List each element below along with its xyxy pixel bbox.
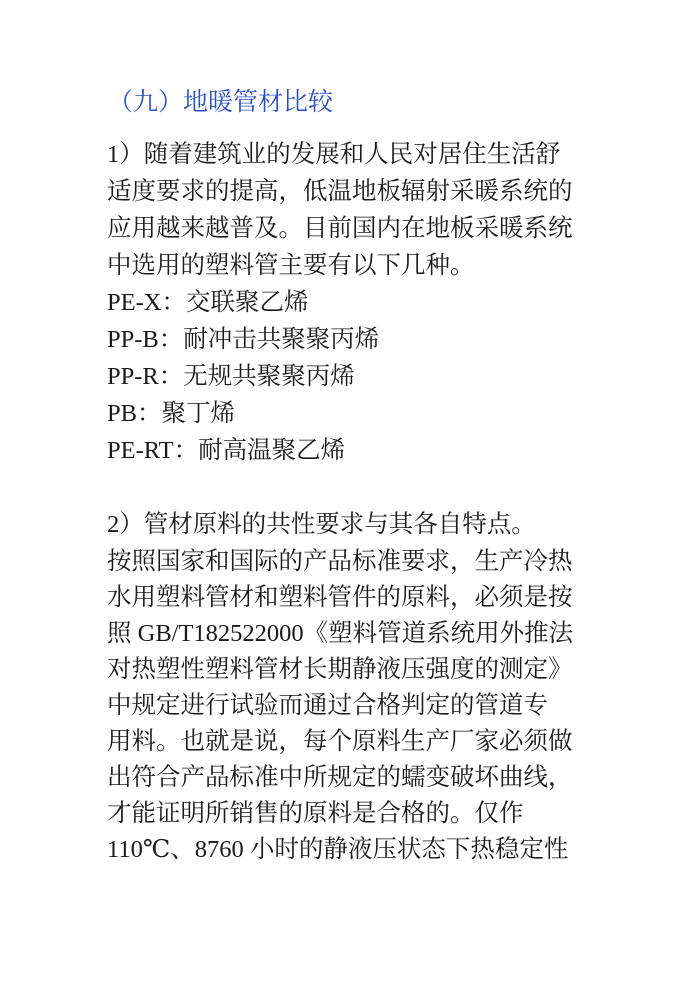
pipe-type-item: PE-X：交联聚乙烯 [107, 289, 309, 316]
paragraph-line: 中选用的塑料管主要有以下几种。 [107, 252, 475, 279]
paragraph-line: 照 GB/T182522000《塑料管道系统用外推法 [107, 620, 574, 647]
paragraph-line: 对热塑性塑料管材长期静液压强度的测定》 [107, 656, 573, 683]
paragraph-line: 按照国家和国际的产品标准要求，生产冷热 [107, 548, 573, 575]
subsection-heading: 2）管材原料的共性要求与其各自特点。 [107, 511, 536, 538]
paragraph-line: 用料。也就是说，每个原料生产厂家必须做 [107, 728, 573, 755]
paragraph-line: 中规定进行试验而通过合格判定的管道专 [107, 692, 548, 719]
section-2-body [107, 506, 597, 867]
paragraph-line: 适度要求的提高，低温地板辐射采暖系统的 [107, 178, 573, 205]
paragraph-line: 出符合产品标准中所规定的蠕变破坏曲线， [107, 764, 573, 791]
paragraph-line: 110℃、8760 小时的静液压状态下热稳定性 [107, 836, 569, 863]
paragraph-line: 才能证明所销售的原料是合格的。仅作 [107, 800, 524, 827]
paragraph-line: 1）随着建筑业的发展和人民对居住生活舒 [107, 141, 561, 168]
section-1-body [107, 136, 597, 469]
section-heading: （九）地暖管材比较 [108, 89, 334, 116]
paragraph-line: 水用塑料管材和塑料管件的原料，必须是按 [107, 584, 573, 611]
pipe-type-item: PP-B：耐冲击共聚聚丙烯 [107, 326, 380, 353]
pipe-type-item: PP-R：无规共聚聚丙烯 [107, 363, 355, 390]
pipe-type-item: PE-RT：耐高温聚乙烯 [107, 437, 346, 464]
paragraph-line: 应用越来越普及。目前国内在地板采暖系统 [107, 215, 573, 242]
pipe-type-item: PB：聚丁烯 [107, 400, 235, 427]
